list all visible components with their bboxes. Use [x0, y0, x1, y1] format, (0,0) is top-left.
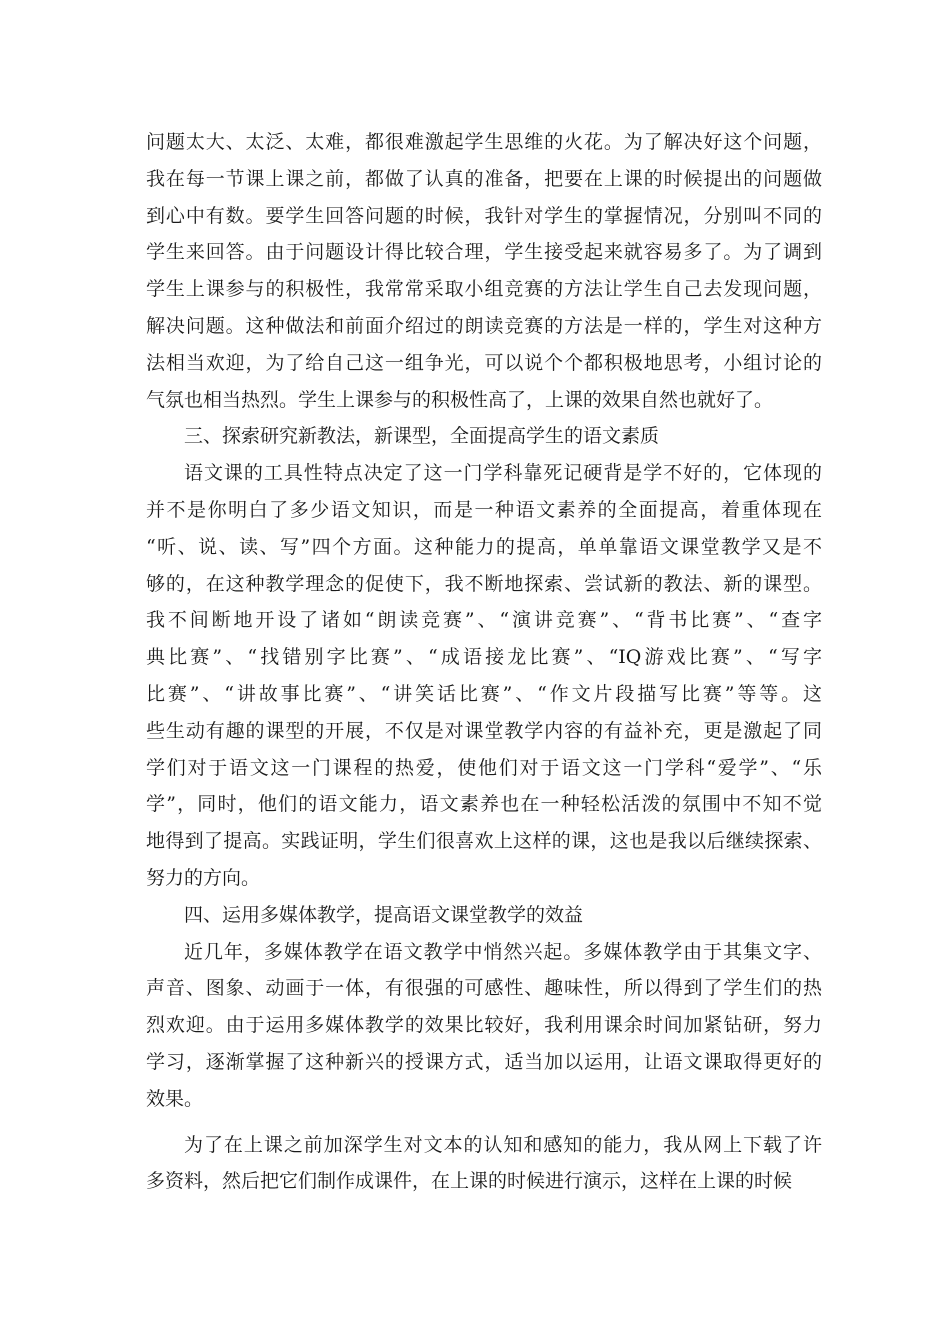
text-line: 学习，逐渐掌握了这种新兴的授课方式，适当加以运用，让语文课取得更好的 [146, 1050, 822, 1073]
text-line: “听、说、读、写”四个方面。这种能力的提高，单单靠语文课堂教学又是不 [146, 535, 822, 558]
text-line: 效果。 [146, 1087, 204, 1110]
body-paragraph [146, 124, 822, 418]
text-line: 典比赛”、“找错别字比赛”、“成语接龙比赛”、“IQ游戏比赛”、“写字 [146, 646, 822, 669]
text-line: 为了在上课之前加深学生对文本的认知和感知的能力，我从网上下载了许 [184, 1133, 822, 1156]
body-paragraph [146, 934, 822, 1118]
document-body [146, 124, 822, 1200]
heading-text: 三、探索研究新教法，新课型，全面提高学生的语文素质 [184, 425, 660, 448]
section-heading [146, 418, 822, 455]
text-line: 问题太大、太泛、太难，都很难激起学生思维的火花。为了解决好这个问题， [146, 131, 822, 153]
text-line: 学们对于语文这一门课程的热爱，使他们对于语文这一门学科“爱学”、“乐 [146, 756, 822, 779]
body-paragraph [146, 1127, 822, 1201]
text-line: 够的，在这种教学理念的促使下，我不断地探索、尝试新的教法、新的课型。 [146, 572, 822, 595]
text-line: 语文课的工具性特点决定了这一门学科靠死记硬背是学不好的，它体现的 [184, 462, 822, 485]
text-line: 些生动有趣的课型的开展，不仅是对课堂教学内容的有益补充，更是激起了同 [146, 719, 822, 742]
text-line: 努力的方向。 [146, 866, 261, 889]
text-line: 到心中有数。要学生回答问题的时候，我针对学生的掌握情况，分别叫不同的 [146, 204, 822, 227]
text-line: 解决问题。这种做法和前面介绍过的朗读竞赛的方法是一样的，学生对这种方 [146, 314, 822, 337]
text-line: 地得到了提高。实践证明，学生们很喜欢上这样的课，这也是我以后继续探索、 [146, 830, 822, 853]
text-line: 气氛也相当热烈。学生上课参与的积极性高了，上课的效果自然也就好了。 [146, 388, 774, 411]
text-line: 并不是你明白了多少语文知识，而是一种语文素养的全面提高，着重体现在 [146, 498, 822, 521]
text-line: 学生来回答。由于问题设计得比较合理，学生接受起来就容易多了。为了调到 [146, 241, 822, 264]
text-line: 我在每一节课上课之前，都做了认真的准备，把要在上课的时候提出的问题做 [146, 167, 822, 190]
text-line: 学生上课参与的积极性，我常常采取小组竞赛的方法让学生自己去发现问题， [146, 278, 822, 301]
text-line: 声音、图象、动画于一体，有很强的可感性、趣味性，所以得到了学生们的热 [146, 977, 822, 1000]
text-line: 法相当欢迎，为了给自己这一组争光，可以说个个都积极地思考，小组讨论的 [146, 351, 822, 374]
text-line: 学”，同时，他们的语文能力，语文素养也在一种轻松活泼的氛围中不知不觉 [146, 793, 822, 816]
text-line: 近几年，多媒体教学在语文教学中悄然兴起。多媒体教学由于其集文字、 [184, 940, 822, 963]
heading-text: 四、运用多媒体教学，提高语文课堂教学的效益 [184, 903, 584, 926]
text-line: 多资料，然后把它们制作成课件，在上课的时候进行演示，这样在上课的时候 [146, 1170, 793, 1193]
text-line: 比赛”、“讲故事比赛”、“讲笑话比赛”、“作文片段描写比赛”等等。这 [146, 682, 822, 705]
body-paragraph [146, 455, 822, 897]
section-heading [146, 897, 822, 934]
text-line: 我不间断地开设了诸如“朗读竞赛”、“演讲竞赛”、“背书比赛”、“查字 [146, 609, 822, 632]
text-line: 烈欢迎。由于运用多媒体教学的效果比较好，我利用课余时间加紧钻研，努力 [146, 1014, 822, 1037]
